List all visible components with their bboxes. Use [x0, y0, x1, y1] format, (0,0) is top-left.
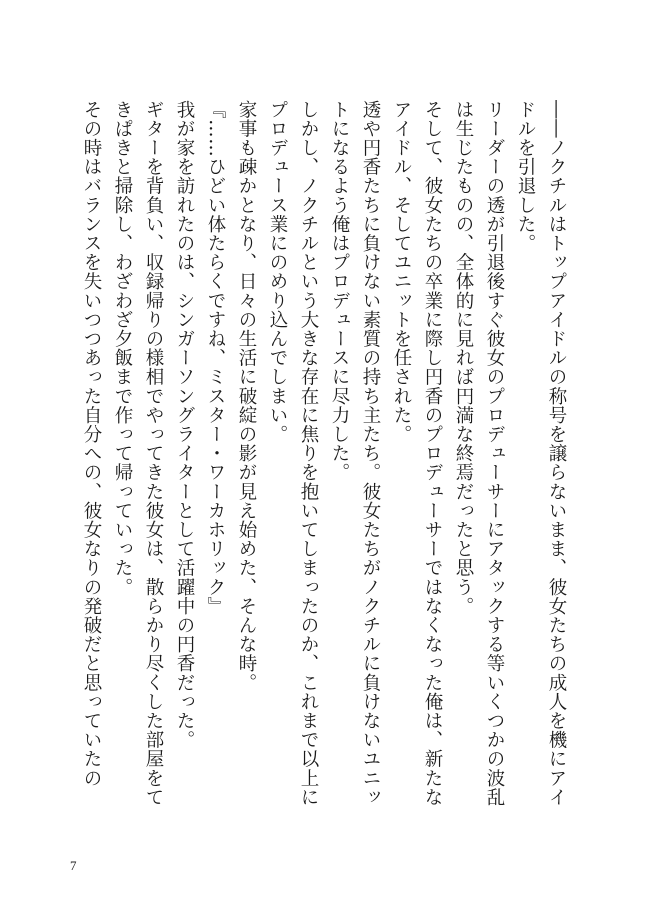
paragraph: ギターを背負い、収録帰りの様相でやってきた彼女は、散らかり尽くした部屋をてきぱきと掃除し、わざわざ夕飯まで作って帰っていった。	[112, 100, 164, 807]
paragraph: 『……ひどい体たらくですね、ミスター・ワーカホリック』	[205, 100, 226, 616]
paragraph: しかし、ノクチルという大きな存在に焦りを抱いてしまったのか、これまで以上にプロデュース業にのめり込んでしまい。	[267, 100, 319, 807]
paragraph: そして、彼女たちの卒業に際し円香のプロデューサーではなくなった俺は、新たなアイドル、そしてユニットを任された。	[391, 100, 443, 807]
paragraph: 家事も疎かとなり、日々の生活に破綻の影が見え始めた、そんな時。	[236, 100, 257, 693]
vertical-text-body	[72, 100, 572, 825]
paragraph: ――ノクチルはトップアイドルの称号を譲らないまま、彼女たちの成人を機にアイドルを引退した。	[515, 100, 567, 807]
page-number: 7	[70, 858, 77, 873]
paragraph: 我が家を訪れたのは、シンガーソングライターとして活躍中の円香だった。	[174, 100, 195, 750]
paragraph: 透や円香たちに負けない素質の持ち主たち。彼女たちがノクチルに負けないユニットになるよう俺はプロデュースに尽力した。	[329, 100, 381, 807]
paragraph: その時はバランスを失いつつあった自分への、彼女なりの発破だと思っていたの	[81, 100, 102, 788]
paragraph: リーダーの透が引退後すぐ彼女のプロデューサーにアタックする等いくつかの波乱は生じたものの、全体的に見れば円満な終焉だったと思う。	[453, 100, 505, 807]
